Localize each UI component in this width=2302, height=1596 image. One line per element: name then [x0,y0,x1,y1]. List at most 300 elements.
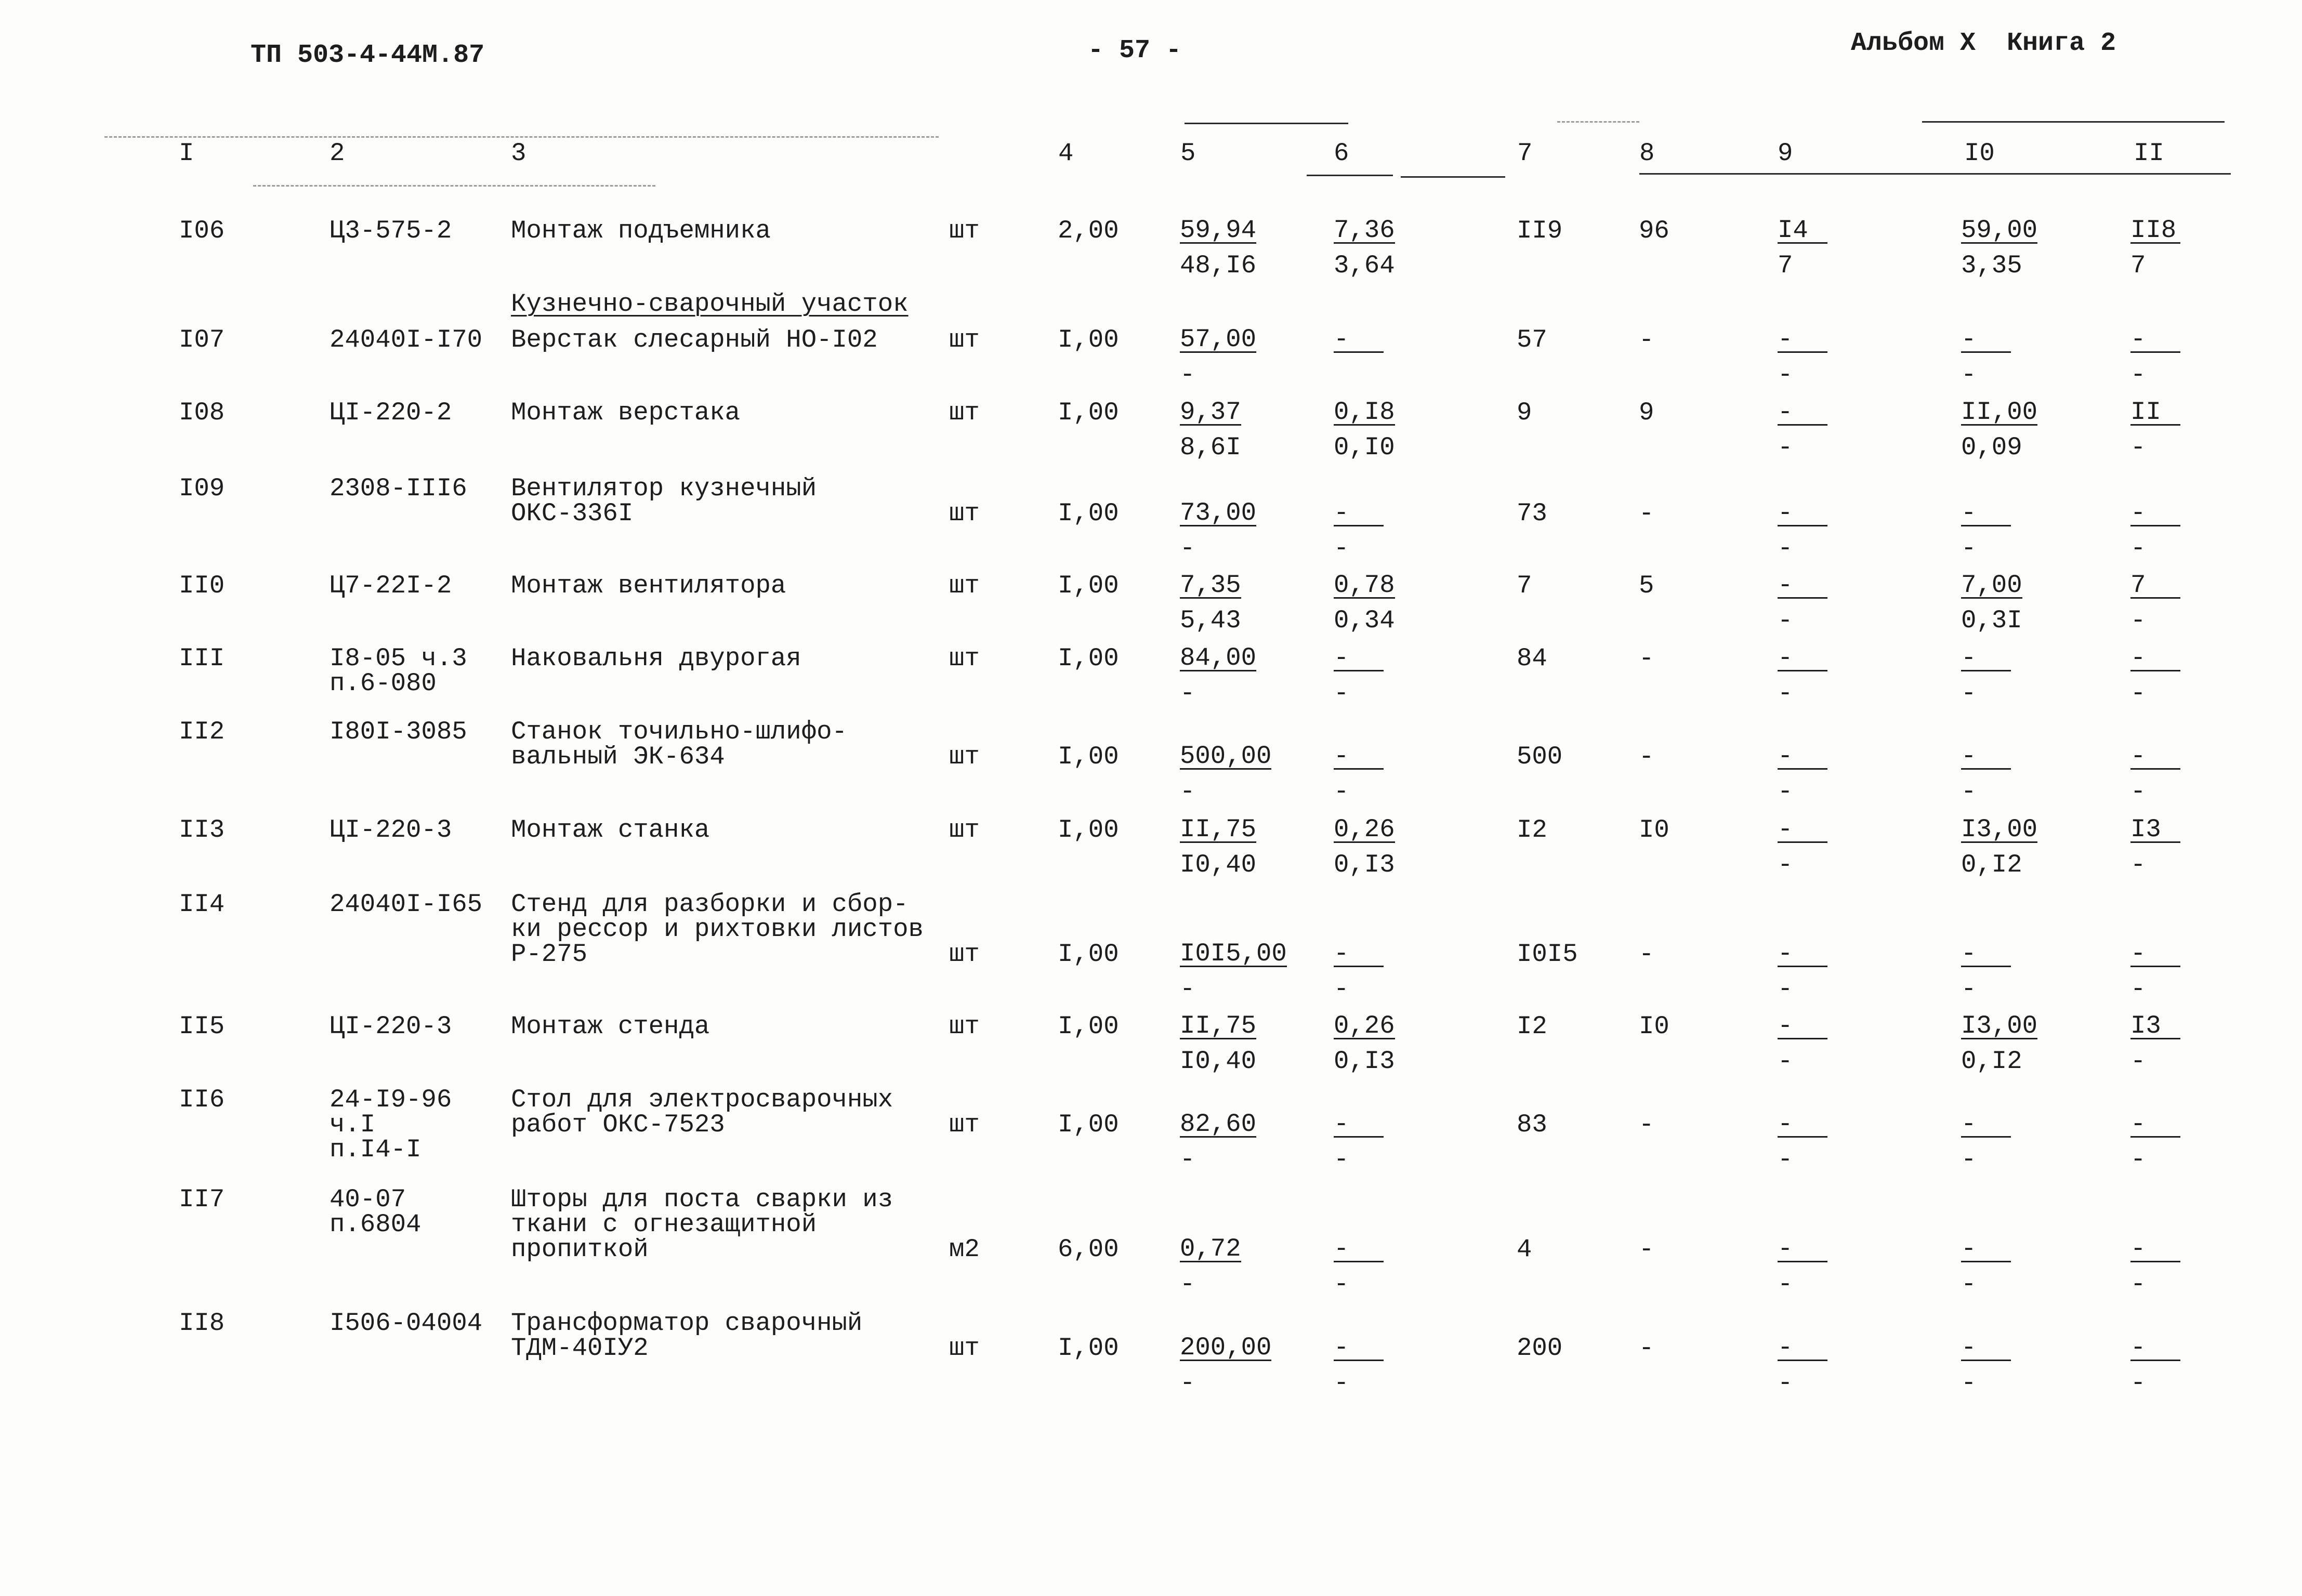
col5-top-value: 57,00 [1180,325,1257,354]
resource-code-line: ЦI-220-3 [330,1012,452,1041]
column-header: 4 [1058,139,1074,168]
col11-bottom-value: - [2130,1368,2146,1397]
col11-bottom-value: - [2130,777,2146,806]
col5-top-value: 9,37 [1180,398,1241,427]
col5-bottom-value: I0,40 [1180,850,1257,879]
col7-value: 7 [1517,571,1532,600]
col8-value: I0 [1639,1012,1669,1041]
col9-bottom-value: - [1778,1047,1793,1076]
col10-top-value: - [1961,327,2011,353]
row-number: II8 [179,1309,225,1338]
item-name-line: Наковальня двурогая [511,644,801,673]
col9-fraction [1778,218,1827,278]
col11-top-value: 7 [2130,573,2180,599]
col9-bottom-value: - [1778,974,1793,1004]
item-name-line: вальный ЭК-634 [511,742,725,771]
col6-top-value: - [1334,1237,1384,1262]
item-name-line: Монтаж подъемника [511,216,771,245]
col9-fraction [1778,327,1827,387]
resource-code-line: п.6-080 [330,669,437,698]
col11-bottom-value: - [2130,534,2146,563]
column-header: 2 [330,139,345,168]
resource-code-line: ЦI-220-3 [330,815,452,845]
col11-top-value: - [2130,327,2180,353]
column-header: 5 [1180,139,1196,168]
col6-fraction [1334,643,1384,708]
resource-code-line: 24040I-I65 [330,890,483,919]
col11-bottom-value: - [2130,433,2146,462]
col6-top-value: 0,26 [1334,815,1395,844]
col11-fraction [2130,643,2180,708]
col5-bottom-value: 5,43 [1180,606,1241,635]
col11-top-value: - [2130,1336,2180,1361]
item-name-line: Р-275 [511,940,588,969]
col8-value: - [1639,644,1654,673]
col9-fraction [1778,939,1827,1004]
col6-fraction [1334,939,1384,1004]
resource-code-line: 24040I-I70 [330,325,483,354]
quantity: I,00 [1058,940,1119,969]
resource-code-line: Ц7-22I-2 [330,571,452,600]
resource-code-line: 2308-III6 [330,474,467,503]
col11-top-value: I3 [2130,1014,2180,1039]
unit-of-measure: шт [949,398,980,427]
item-name-line: Шторы для поста сварки из [511,1185,893,1214]
col10-fraction [1961,498,2011,563]
item-name-line: Монтаж вентилятора [511,571,786,600]
col9-top-value: - [1778,573,1827,599]
col7-value: I2 [1517,1012,1547,1041]
col7-value: 73 [1517,499,1547,528]
col6-fraction [1334,1011,1395,1076]
col9-bottom-value: - [1778,1270,1793,1299]
col5-bottom-value: 8,6I [1180,433,1241,462]
col6-top-value: 0,26 [1334,1011,1395,1040]
col11-fraction [2130,1011,2180,1076]
row-number: II3 [179,815,225,845]
col10-fraction [1961,817,2037,877]
col5-top-value: 200,00 [1180,1333,1272,1362]
row-number: II6 [179,1085,225,1114]
col6-bottom-value: 0,I0 [1334,433,1395,462]
col5-fraction [1180,1234,1241,1299]
col8-value: 96 [1639,216,1669,245]
col11-fraction [2130,744,2180,804]
col9-fraction [1778,498,1827,563]
unit-of-measure: шт [949,742,980,771]
col10-fraction [1961,400,2037,460]
col5-bottom-value: I0,40 [1180,1047,1257,1076]
col11-bottom-value: - [2130,1145,2146,1174]
col6-top-value: - [1334,327,1384,353]
col7-value: II9 [1517,216,1563,245]
col9-fraction [1778,573,1827,633]
col10-fraction [1961,218,2037,278]
col8-value: - [1639,1334,1654,1363]
col11-bottom-value: - [2130,1047,2146,1076]
col10-fraction [1961,1011,2038,1076]
quantity: 2,00 [1058,216,1119,245]
col5-top-value: II,75 [1180,1011,1257,1040]
col5-top-value: 0,72 [1180,1234,1241,1263]
col10-bottom-value: - [1961,534,1977,563]
unit-of-measure: шт [949,1012,980,1041]
resource-code-line: п.6804 [330,1210,422,1239]
resource-code-line: I80I-3085 [330,717,467,746]
item-name-line: Стенд для разборки и сбор- [511,890,909,919]
col10-bottom-value: 0,I2 [1961,850,2022,879]
col5-fraction [1180,1011,1257,1076]
row-number: I09 [179,474,225,503]
col10-fraction [1961,1333,2011,1397]
unit-of-measure: м2 [949,1235,980,1264]
column-header: I0 [1964,139,1995,168]
col5-fraction [1180,1333,1272,1397]
col8-value: - [1639,499,1654,528]
col9-fraction [1778,1112,1827,1172]
col10-top-value: I3,00 [1961,815,2038,844]
col10-fraction [1961,1234,2011,1299]
col10-bottom-value: - [1961,1270,1977,1299]
col7-value: 57 [1517,325,1547,354]
row-number: II2 [179,717,225,746]
quantity: I,00 [1058,1110,1119,1139]
col10-top-value: - [1961,1237,2011,1262]
col8-value: 9 [1639,398,1654,427]
col10-fraction [1961,643,2011,708]
col9-top-value: I4 [1778,218,1827,244]
col5-bottom-value: - [1180,1270,1195,1299]
col7-value: 9 [1517,398,1532,427]
col5-top-value: II,75 [1180,815,1257,844]
col5-bottom-value: 48,I6 [1180,251,1257,280]
col6-fraction [1334,400,1395,460]
col7-value: 83 [1517,1110,1547,1139]
col11-top-value: - [2130,744,2180,770]
col6-fraction [1334,573,1395,633]
item-name-line: работ ОКС-7523 [511,1110,725,1139]
resource-code-line: ч.I [330,1110,376,1139]
col5-fraction [1180,817,1256,877]
quantity: I,00 [1058,325,1119,354]
col9-top-value: - [1778,1014,1827,1039]
col6-bottom-value: - [1334,1270,1349,1299]
col9-fraction [1778,744,1827,804]
col11-top-value: - [2130,646,2180,671]
col9-top-value: - [1778,400,1827,426]
col6-bottom-value: - [1334,679,1349,708]
col5-fraction [1180,1112,1256,1172]
page-number: - 57 - [1088,36,1182,65]
item-name-line: ки рессор и рихтовки листов [511,915,924,944]
col10-top-value: I3,00 [1961,1011,2038,1040]
item-name-line: Стол для электросварочных [511,1085,893,1114]
column-header: II [2134,139,2164,168]
col5-fraction [1180,327,1256,387]
unit-of-measure: шт [949,644,980,673]
col6-top-value: - [1334,1112,1384,1138]
col6-top-value: 0,I8 [1334,398,1395,427]
unit-of-measure: шт [949,216,980,245]
resource-code-line: Ц3-575-2 [330,216,452,245]
col11-fraction [2130,573,2180,633]
col10-fraction [1961,1112,2011,1172]
item-name-line: Верстак слесарный НО-I02 [511,325,878,354]
col11-fraction [2130,1234,2180,1299]
col7-value: 500 [1517,742,1563,771]
col9-fraction [1778,1234,1827,1299]
col5-top-value: 73,00 [1180,498,1257,527]
row-number: I06 [179,216,225,245]
col6-top-value: 7,36 [1334,216,1395,245]
col5-fraction [1180,400,1241,460]
quantity: I,00 [1058,742,1119,771]
col8-value: 5 [1639,571,1654,600]
col9-bottom-value: 7 [1778,251,1793,280]
unit-of-measure: шт [949,1110,980,1139]
col6-bottom-value: - [1334,1368,1349,1397]
resource-code-line: I506-04004 [330,1309,483,1338]
col5-top-value: 7,35 [1180,571,1241,600]
col11-bottom-value: - [2130,360,2146,389]
col6-bottom-value: 0,34 [1334,606,1395,635]
col10-bottom-value: - [1961,360,1977,389]
col6-fraction [1334,218,1395,278]
quantity: I,00 [1058,1334,1119,1363]
column-header: 8 [1639,139,1655,168]
col6-fraction [1334,744,1384,804]
item-name-line: Трансформатор сварочный [511,1309,863,1338]
col11-fraction [2130,218,2180,278]
col11-top-value: - [2130,1237,2180,1262]
col6-fraction [1334,1234,1384,1299]
col6-fraction [1334,498,1384,563]
col9-top-value: - [1778,1336,1827,1361]
col5-bottom-value: - [1180,534,1195,563]
col10-bottom-value: - [1961,777,1977,806]
quantity: I,00 [1058,571,1119,600]
column-header: 7 [1517,139,1533,168]
col5-fraction [1180,744,1271,804]
col9-bottom-value: - [1778,433,1793,462]
col9-bottom-value: - [1778,534,1793,563]
item-name-line: ТДМ-40IУ2 [511,1334,649,1363]
col9-fraction [1778,643,1827,708]
col9-top-value: - [1778,942,1827,967]
col10-bottom-value: 0,I2 [1961,1047,2022,1076]
col5-top-value: 84,00 [1180,643,1257,672]
col5-fraction [1180,939,1287,1004]
col9-bottom-value: - [1778,360,1793,389]
item-name-line: Вентилятор кузнечный [511,474,817,503]
col5-bottom-value: - [1180,1368,1195,1397]
col11-fraction [2130,939,2180,1004]
col6-bottom-value: 0,I3 [1334,850,1395,879]
item-name-line: Станок точильно-шлифо- [511,717,847,746]
col9-top-value: - [1778,646,1827,671]
quantity: I,00 [1058,499,1119,528]
col10-top-value: - [1961,646,2011,671]
unit-of-measure: шт [949,325,980,354]
item-name-line: Монтаж стенда [511,1012,710,1041]
col11-bottom-value: - [2130,1270,2146,1299]
col6-fraction [1334,327,1384,362]
col5-fraction [1180,643,1257,708]
col9-bottom-value: - [1778,679,1793,708]
col9-bottom-value: - [1778,777,1793,806]
col6-bottom-value: 3,64 [1334,251,1395,280]
col10-top-value: - [1961,942,2011,967]
col11-fraction [2130,400,2180,460]
col8-value: I0 [1639,815,1669,845]
item-name-line: Монтаж станка [511,815,710,845]
col11-bottom-value: - [2130,606,2146,635]
col10-fraction [1961,573,2022,633]
col10-top-value: - [1961,501,2011,526]
col11-fraction [2130,817,2180,877]
col6-fraction [1334,1333,1384,1397]
unit-of-measure: шт [949,815,980,845]
col11-fraction [2130,327,2180,387]
col11-bottom-value: - [2130,850,2146,879]
unit-of-measure: шт [949,571,980,600]
unit-of-measure: шт [949,499,980,528]
item-name-line: ткани с огнезащитной [511,1210,817,1239]
col11-top-value: II8 [2130,218,2180,244]
quantity: I,00 [1058,815,1119,845]
col9-top-value: - [1778,1112,1827,1138]
quantity: I,00 [1058,398,1119,427]
col6-bottom-value: - [1334,777,1349,806]
col9-top-value: - [1778,1237,1827,1262]
col9-top-value: - [1778,817,1827,843]
col9-fraction [1778,400,1827,460]
col10-top-value: 59,00 [1961,216,2038,245]
quantity: I,00 [1058,644,1119,673]
col7-value: 84 [1517,644,1547,673]
col11-top-value: - [2130,942,2180,967]
col11-top-value: - [2130,1112,2180,1138]
col5-top-value: I0I5,00 [1180,939,1287,968]
unit-of-measure: шт [949,940,980,969]
col6-top-value: - [1334,942,1384,967]
col5-fraction [1180,498,1257,563]
col6-bottom-value: - [1334,534,1349,563]
col9-bottom-value: - [1778,850,1793,879]
col6-bottom-value: 0,I3 [1334,1047,1395,1076]
col9-top-value: - [1778,501,1827,526]
col5-top-value: 82,60 [1180,1110,1257,1139]
col5-bottom-value: - [1180,679,1195,708]
col6-top-value: 0,78 [1334,571,1395,600]
col5-bottom-value: - [1180,974,1195,1004]
col10-bottom-value: - [1961,679,1977,708]
document-code: ТП 503-4-44М.87 [251,41,485,70]
col6-fraction [1334,817,1395,877]
col6-fraction [1334,1112,1384,1172]
col6-top-value: - [1334,646,1384,671]
item-name-line: пропиткой [511,1235,649,1264]
col10-fraction [1961,744,2011,804]
col6-bottom-value: - [1334,974,1349,1004]
col11-top-value: I3 [2130,817,2180,843]
item-name-line: ОКС-336I [511,499,634,528]
col7-value: I2 [1517,815,1547,845]
col10-top-value: - [1961,1112,2011,1138]
col5-bottom-value: - [1180,1145,1195,1174]
col7-value: I0I5 [1517,940,1578,969]
row-number: I08 [179,398,225,427]
col10-top-value: - [1961,1336,2011,1361]
col11-fraction [2130,1112,2180,1172]
col10-fraction [1961,327,2011,387]
row-number: II5 [179,1012,225,1041]
col6-top-value: - [1334,744,1384,770]
col8-value: - [1639,940,1654,969]
col9-fraction [1778,817,1827,877]
col9-bottom-value: - [1778,1145,1793,1174]
album-book-label: Альбом X Книга 2 [1851,29,2116,58]
col10-bottom-value: - [1961,1368,1977,1397]
column-header: 3 [511,139,527,168]
col10-top-value: II,00 [1961,398,2038,427]
col8-value: - [1639,1235,1654,1264]
column-header: 9 [1778,139,1793,168]
row-number: II7 [179,1185,225,1214]
col8-value: - [1639,742,1654,771]
col5-fraction [1180,218,1256,278]
col10-fraction [1961,939,2011,1004]
resource-code-line: I8-05 ч.3 [330,644,467,673]
resource-code-line: ЦI-220-2 [330,398,452,427]
resource-code-line: п.I4-I [330,1135,422,1164]
col9-top-value: - [1778,744,1827,770]
col6-top-value: - [1334,501,1384,526]
col5-top-value: 59,94 [1180,216,1257,245]
col11-fraction [2130,1333,2180,1397]
col5-bottom-value: - [1180,360,1195,389]
col5-fraction [1180,573,1241,633]
col9-bottom-value: - [1778,1368,1793,1397]
quantity: 6,00 [1058,1235,1119,1264]
col6-top-value: - [1334,1336,1384,1361]
row-number: II0 [179,571,225,600]
col10-bottom-value: - [1961,974,1977,1004]
col11-bottom-value: 7 [2130,251,2146,280]
unit-of-measure: шт [949,1334,980,1363]
section-title: Кузнечно-сварочный участок [511,289,909,319]
col5-bottom-value: - [1180,777,1195,806]
row-number: II4 [179,890,225,919]
col11-fraction [2130,498,2180,563]
col11-top-value: - [2130,501,2180,526]
col10-bottom-value: 3,35 [1961,251,2022,280]
col11-bottom-value: - [2130,679,2146,708]
col5-top-value: 500,00 [1180,742,1272,771]
row-number: I07 [179,325,225,354]
col7-value: 200 [1517,1334,1563,1363]
column-header: 6 [1334,139,1349,168]
col8-value: - [1639,325,1654,354]
col10-top-value: - [1961,744,2011,770]
col10-bottom-value: 0,09 [1961,433,2022,462]
col9-top-value: - [1778,327,1827,353]
item-name-line: Монтаж верстака [511,398,741,427]
col10-top-value: 7,00 [1961,571,2022,600]
resource-code-line: 24-I9-96 [330,1085,452,1114]
col11-bottom-value: - [2130,974,2146,1004]
col10-bottom-value: 0,3I [1961,606,2022,635]
